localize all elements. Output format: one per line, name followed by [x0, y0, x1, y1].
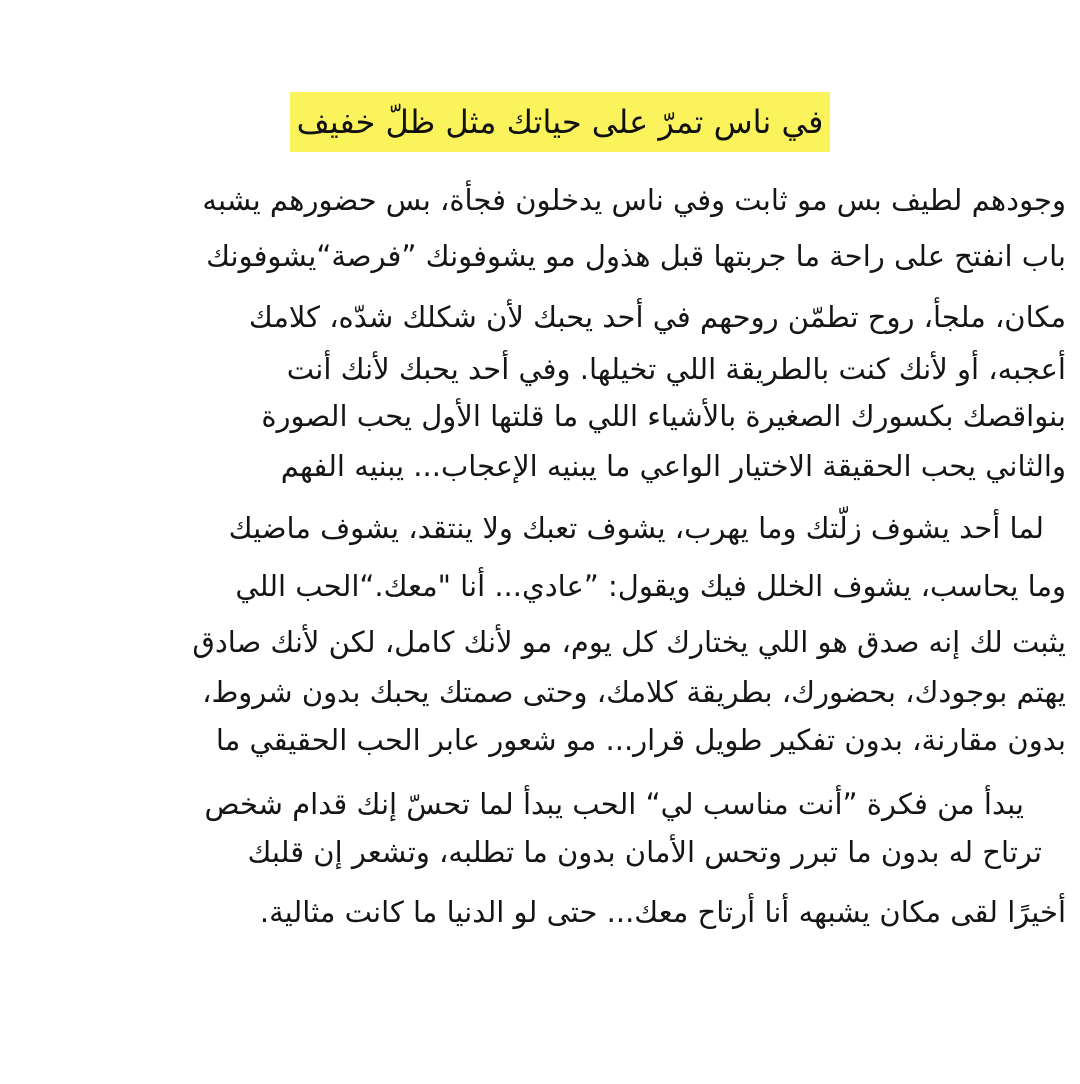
text-line: مكان، ملجأ، روح تطمّن روحهم في أحد يحبك لأن شكلك شدّه، كلامك	[248, 300, 1066, 334]
text-line: وما يحاسب، يشوف الخلل فيك ويقول: ”عادي... أنا "معك.“الحب اللي	[235, 569, 1066, 603]
highlighted-title	[290, 92, 830, 152]
text-line: أخيرًا لقى مكان يشبهه أنا أرتاح معك... حتى لو الدنيا ما كانت مثالية.	[259, 895, 1066, 929]
text-line: وجودهم لطيف بس مو ثابت وفي ناس يدخلون فجأة، بس حضورهم يشبه	[202, 183, 1066, 217]
text-line: ترتاح له بدون ما تبرر وتحس الأمان بدون ما تطلبه، وتشعر إن قلبك	[247, 835, 1042, 869]
text-line: لما أحد يشوف زلّتك وما يهرب، يشوف تعبك ولا ينتقد، يشوف ماضيك	[228, 511, 1044, 545]
text-line: باب انفتح على راحة ما جربتها قبل هذول مو يشوفونك ”فرصة“يشوفونك	[206, 239, 1066, 273]
text-line: يثبت لك إنه صدق هو اللي يختارك كل يوم، مو لأنك كامل، لكن لأنك صادق	[192, 625, 1066, 659]
page-title: في ناس تمرّ على حياتك مثل ظلّ خفيف	[296, 103, 824, 141]
text-line: بنواقصك بكسورك الصغيرة بالأشياء اللي ما قلتها الأول يحب الصورة	[261, 399, 1066, 433]
text-line: يبدأ من فكرة ”أنت مناسب لي“ الحب يبدأ لما تحسّ إنك قدام شخص	[204, 787, 1024, 821]
text-line: أعجبه، أو لأنك كنت بالطريقة اللي تخيلها. وفي أحد يحبك لأنك أنت	[286, 352, 1066, 386]
text-line: والثاني يحب الحقيقة الاختيار الواعي ما يبنيه الإعجاب... يبنيه الفهم	[280, 449, 1066, 483]
text-line: بدون مقارنة، بدون تفكير طويل قرار... مو شعور عابر الحب الحقيقي ما	[215, 723, 1066, 757]
text-line: يهتم بوجودك، بحضورك، بطريقة كلامك، وحتى صمتك يحبك بدون شروط،	[202, 675, 1066, 709]
